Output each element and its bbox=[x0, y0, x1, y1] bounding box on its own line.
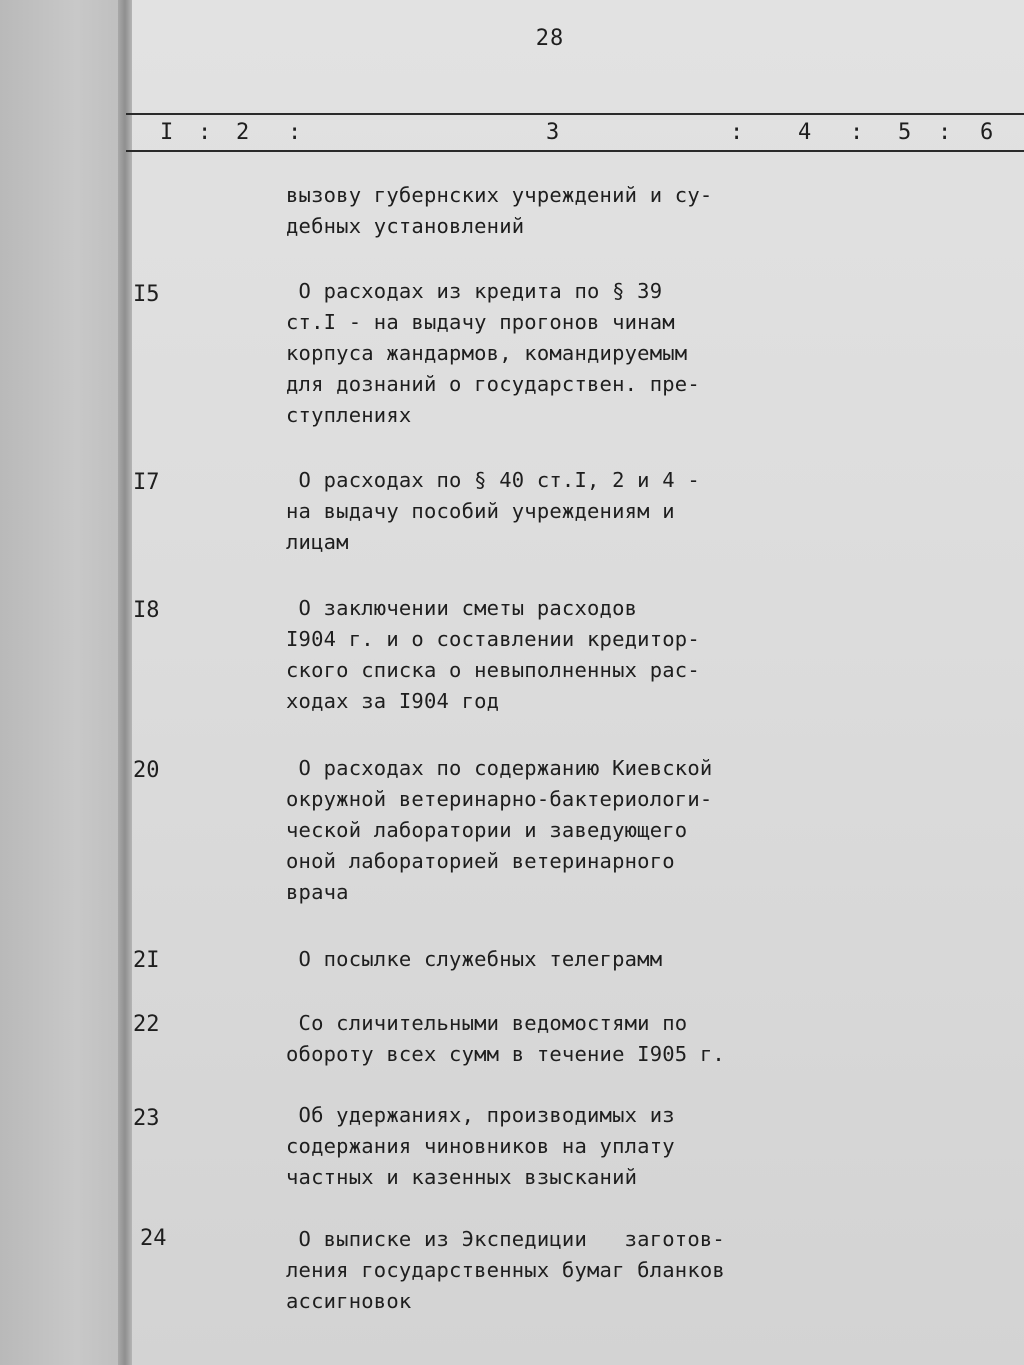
book-gutter bbox=[118, 0, 132, 1365]
entry-number: 20 bbox=[133, 758, 160, 783]
page-number: 28 bbox=[535, 26, 565, 51]
header-rule-top bbox=[126, 113, 1024, 115]
entry-number: 2I bbox=[133, 948, 160, 973]
entry-description: Об удержаниях, производимых из содержания чиновников на уплату частных и казенных взысканий bbox=[286, 1103, 675, 1189]
column-5-header: 5 bbox=[898, 120, 912, 145]
header-rule-bottom bbox=[126, 150, 1024, 152]
column-2-header: 2 bbox=[236, 120, 250, 145]
entry-description: О расходах по содержанию Киевской окружной ветеринарно-бактериологи- ческой лаборатории и заведующего оной лабораторией ветеринарного врача bbox=[286, 756, 713, 904]
column-separator: : bbox=[938, 120, 952, 145]
column-separator: : bbox=[198, 120, 212, 145]
entry-number: 23 bbox=[133, 1106, 160, 1131]
previous-page-edge bbox=[0, 0, 128, 1365]
column-separator: : bbox=[288, 120, 302, 145]
column-header-row bbox=[0, 116, 1024, 148]
entry-number: 22 bbox=[133, 1012, 160, 1037]
column-separator: : bbox=[730, 120, 744, 145]
entry-description: О расходах из кредита по § 39 ст.I - на выдачу прогонов чинам корпуса жандармов, командируемым для дознаний о государствен. пре- ступлениях bbox=[286, 279, 700, 427]
entry-description: Со сличительными ведомостями по обороту всех сумм в течение I905 г. bbox=[286, 1011, 725, 1066]
entry-description: О посылке служебных телеграмм bbox=[286, 947, 663, 971]
entry-description: О выписке из Экспедиции заготов- ления государственных бумаг бланков ассигновок bbox=[286, 1227, 725, 1313]
column-4-header: 4 bbox=[798, 120, 812, 145]
column-3-header: 3 bbox=[546, 120, 560, 145]
entry-description: О заключении сметы расходов I904 г. и о составлении кредитор- ского списка о невыполненных рас- ходах за I904 год bbox=[286, 596, 700, 713]
entry-number: I8 bbox=[133, 598, 160, 623]
column-1-header: I bbox=[160, 120, 174, 145]
entry-number: 24 bbox=[140, 1226, 167, 1251]
entry-number: I5 bbox=[133, 282, 160, 307]
column-6-header: 6 bbox=[980, 120, 994, 145]
entry-description: О расходах по § 40 ст.I, 2 и 4 - на выдачу пособий учреждениям и лицам bbox=[286, 468, 700, 554]
entry-number: I7 bbox=[133, 470, 160, 495]
column-separator: : bbox=[850, 120, 864, 145]
continuation-text: вызову губернских учреждений и су- дебных установлений bbox=[286, 183, 713, 238]
